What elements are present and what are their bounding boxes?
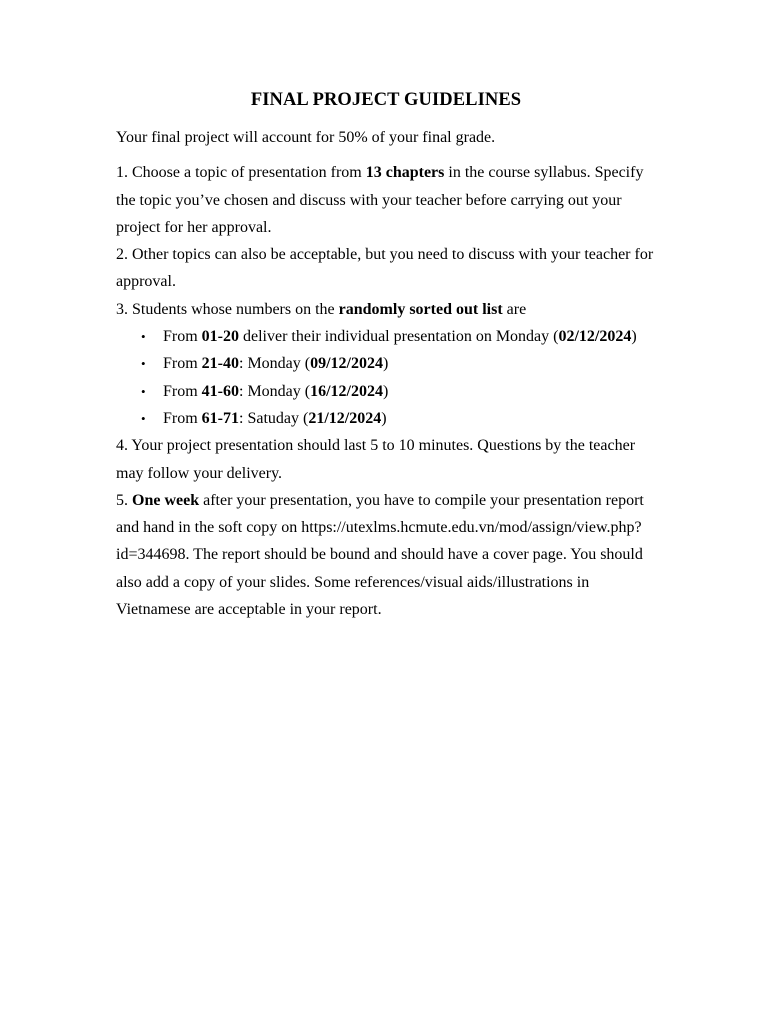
schedule-item xyxy=(141,405,656,432)
guideline-item-3-emphasis: randomly sorted out list xyxy=(338,300,503,318)
bullet-icon: • xyxy=(141,383,146,399)
student-range: 41-60 xyxy=(201,382,239,400)
bullet-icon: • xyxy=(141,410,146,426)
guideline-item-3 xyxy=(116,296,656,323)
schedule-item xyxy=(141,350,656,377)
schedule-item-prefix: From xyxy=(163,328,202,346)
student-range: 21-40 xyxy=(201,355,239,373)
schedule-item-prefix: From xyxy=(163,382,202,400)
guideline-item-5-emphasis: One week xyxy=(132,491,200,509)
presentation-date: 09/12/2024 xyxy=(310,355,383,373)
schedule-item-suffix: ) xyxy=(631,328,637,346)
presentation-date: 16/12/2024 xyxy=(310,382,383,400)
guideline-item-3-text-start: 3. Students whose numbers on the xyxy=(116,300,339,318)
schedule-item-suffix: ) xyxy=(383,382,389,400)
bullet-icon: • xyxy=(141,329,146,345)
page-title: FINAL PROJECT GUIDELINES xyxy=(250,90,522,110)
schedule-item xyxy=(141,378,656,405)
student-range: 61-71 xyxy=(201,409,239,427)
guideline-item-1-text-end: in the course syllabus. Specify the topic you’ve chosen and discuss with your teacher before carrying out your project for her approval. xyxy=(116,164,644,236)
schedule-list xyxy=(116,323,656,432)
bullet-icon: • xyxy=(141,356,146,372)
student-range: 01-20 xyxy=(201,328,239,346)
presentation-date: 02/12/2024 xyxy=(558,328,632,346)
guideline-item-5 xyxy=(116,487,656,623)
guideline-item-1-text-start: 1. Choose a topic of presentation from xyxy=(116,164,366,182)
guideline-item-3-text-end: are xyxy=(502,300,527,318)
guideline-item-5-text-end: after your presentation, you have to compile your presentation report and hand in the soft copy on https://utexlms.hcmute.edu.vn/mod/assign/view.php?id=344698. The report should be bound and should have a cover page. You should also add a copy of your slides. Some references/visual aids/illustrations in Vietnamese are acceptable in your report. xyxy=(116,491,644,619)
guideline-item-4: 4. Your project presentation should last 5 to 10 minutes. Questions by the teacher may follow your delivery. xyxy=(116,437,636,482)
schedule-item-suffix: ) xyxy=(383,355,389,373)
schedule-item-middle: : Monday ( xyxy=(239,382,311,400)
schedule-item-suffix: ) xyxy=(381,409,387,427)
schedule-item xyxy=(141,323,656,350)
guideline-item-5-text-start: 5. xyxy=(116,491,132,509)
guideline-item-2: 2. Other topics can also be acceptable, but you need to discuss with your teacher for approval. xyxy=(116,246,654,291)
schedule-item-middle: : Satuday ( xyxy=(239,409,309,427)
guideline-item-1-emphasis: 13 chapters xyxy=(365,164,445,182)
schedule-item-middle: deliver their individual presentation on Monday ( xyxy=(239,328,559,346)
presentation-date: 21/12/2024 xyxy=(308,409,382,427)
guideline-item-1 xyxy=(116,159,656,241)
intro-paragraph: Your final project will account for 50% of your final grade. xyxy=(116,129,496,146)
schedule-item-prefix: From xyxy=(163,409,202,427)
schedule-item-middle: : Monday ( xyxy=(239,355,311,373)
document-body xyxy=(116,88,656,623)
schedule-item-prefix: From xyxy=(163,355,202,373)
